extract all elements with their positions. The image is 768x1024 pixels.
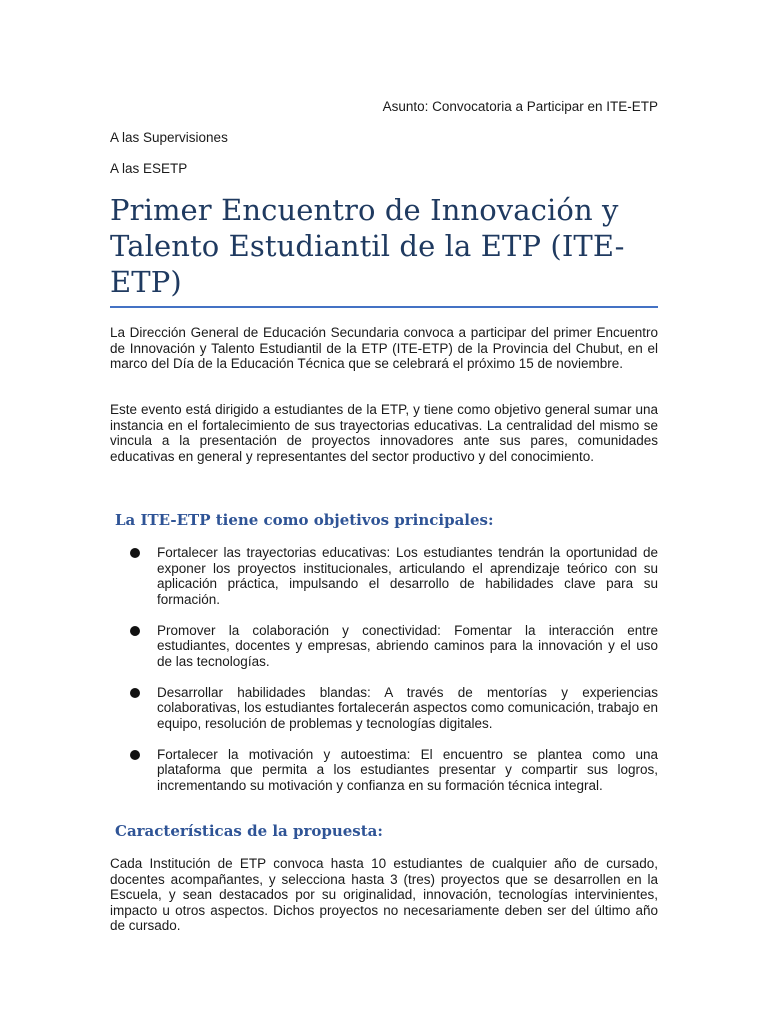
bullet-icon <box>130 626 140 636</box>
bullet-icon <box>130 750 140 760</box>
subject-line: Asunto: Convocatoria a Participar en ITE-ETP <box>382 99 658 114</box>
title-underline-divider <box>110 306 658 308</box>
list-item <box>130 623 658 670</box>
document-title: Primer Encuentro de Innovación y Talento Estudiantil de la ETP (ITE-ETP) <box>110 193 625 299</box>
addressee-supervisiones: A las Supervisiones <box>110 130 228 145</box>
bullet-icon <box>130 688 140 698</box>
intro-paragraph: La Dirección General de Educación Secundaria convoca a participar del primer Encuentro de Innovación y Talento Estudiantil de la ETP (ITE-ETP) de la Provincia del Chubut, en el marco del Día de la Educación Técnica que se celebrará el próximo 15 de noviembre. <box>110 325 658 371</box>
list-item-text: Desarrollar habilidades blandas: A través de mentorías y experiencias colaborativas, los estudiantes fortalecerán aspectos como comunicación, trabajo en equipo, resolución de problemas y tecnologías digitales. <box>157 684 658 731</box>
bullet-icon <box>130 548 140 558</box>
objectives-heading: La ITE-ETP tiene como objetivos principales: <box>115 511 494 529</box>
features-heading: Características de la propuesta: <box>115 822 383 840</box>
objectives-list <box>130 545 658 809</box>
addressee-esetp: A las ESETP <box>110 161 188 176</box>
list-item-text: Fortalecer las trayectorias educativas: Los estudiantes tendrán la oportunidad de exponer los proyectos institucionales, articulando el aprendizaje teórico con su aplicación práctica, impulsando el desarrollo de habilidades clave para su formación. <box>157 545 658 607</box>
list-item-text: Fortalecer la motivación y autoestima: El encuentro se plantea como una plataforma que permita a los estudiantes presentar y compartir sus logros, incrementando su motivación y confianza en su formación técnica integral. <box>157 746 658 793</box>
list-item-text: Promover la colaboración y conectividad: Fomentar la interacción entre estudiantes, docentes y empresas, abriendo caminos para la innovación y el uso de las tecnologías. <box>157 622 658 669</box>
list-item <box>130 685 658 732</box>
list-item <box>130 747 658 794</box>
features-paragraph: Cada Institución de ETP convoca hasta 10 estudiantes de cualquier año de cursado, docentes acompañantes, y selecciona hasta 3 (tres) proyectos que se desarrollen en la Escuela, y sean destacados por su originalidad, innovación, tecnologías intervinientes, impacto u otros aspectos. Dichos proyectos no necesariamente deben ser del último año de cursado. <box>110 856 658 933</box>
event-description-paragraph: Este evento está dirigido a estudiantes de la ETP, y tiene como objetivo general sumar una instancia en el fortalecimiento de sus trayectorias educativas. La centralidad del mismo se vincula a la presentación de proyectos innovadores ante sus pares, comunidades educativas en general y representantes del sector productivo y del conocimiento. <box>110 402 658 464</box>
list-item <box>130 545 658 607</box>
